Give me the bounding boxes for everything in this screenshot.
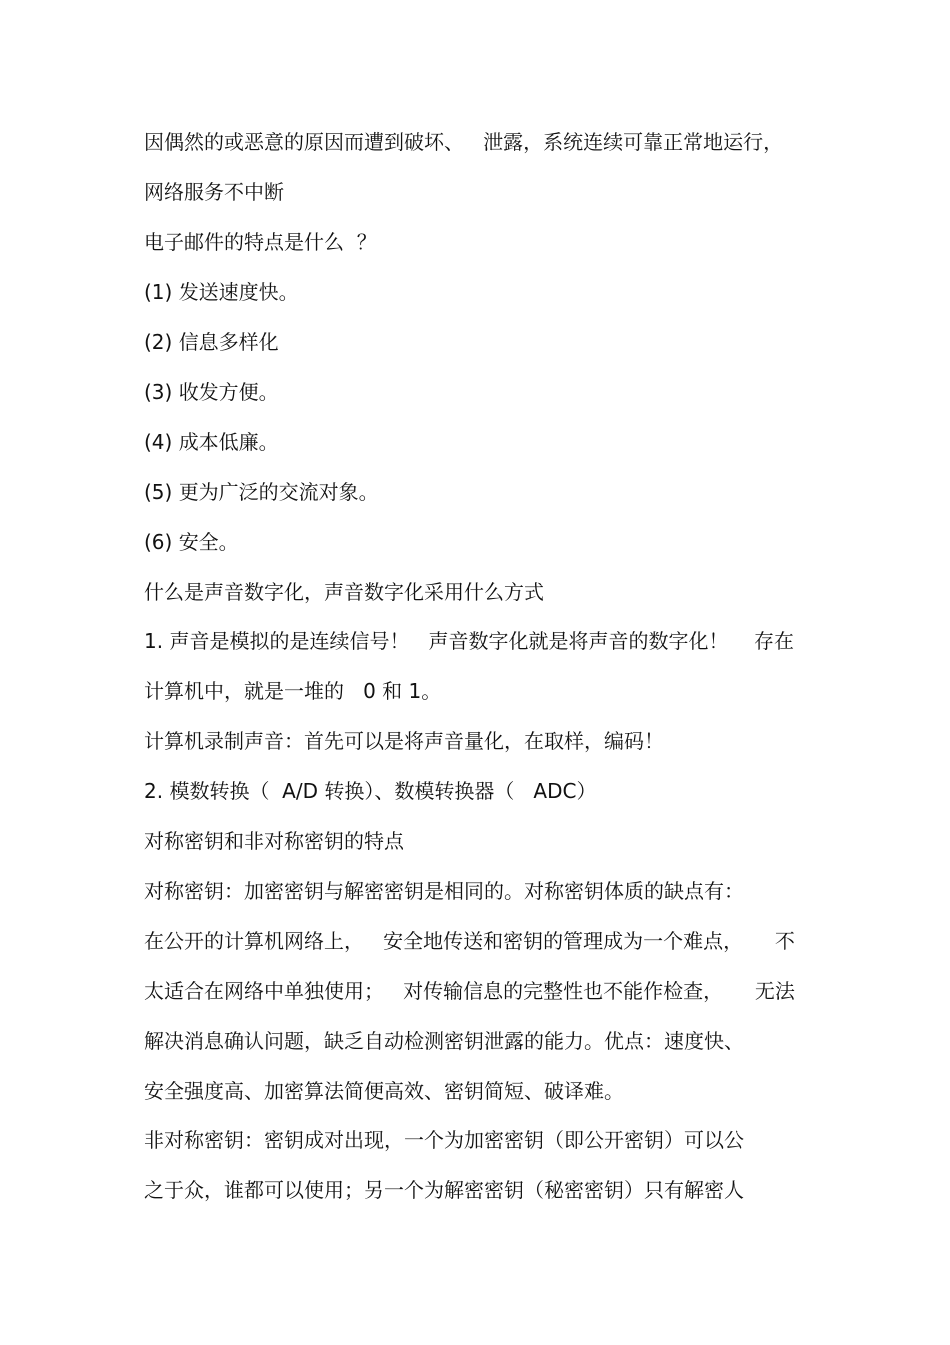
text-line: 解决消息确认问题，缺乏自动检测密钥泄露的能力。优点：速度快、 [144,1029,744,1053]
text-line: 因偶然的或恶意的原因而遭到破坏、 泄露，系统连续可靠正常地运行， [144,130,784,154]
list-item: (6) 安全。 [144,530,239,554]
text-line: 之于众，谁都可以使用；另一个为解密密钥（秘密密钥）只有解密人 [144,1178,744,1202]
text-line: 1. 声音是模拟的是连续信号！ 声音数字化就是将声音的数字化！ 存在 [144,629,794,653]
list-item: (5) 更为广泛的交流对象。 [144,480,379,504]
list-item: (4) 成本低廉。 [144,430,279,454]
text-line: 安全强度高、加密算法简便高效、密钥简短、破译难。 [144,1079,624,1103]
text-line: 在公开的计算机网络上， 安全地传送和密钥的管理成为一个难点， 不 [144,929,795,953]
list-item: (3) 收发方便。 [144,380,279,404]
section-heading: 电子邮件的特点是什么 ？ [144,230,377,254]
text-line: 2. 模数转换（ A/D 转换）、数模转换器（ ADC） [144,779,597,803]
text-line: 对称密钥：加密密钥与解密密钥是相同的。对称密钥体质的缺点有： [144,879,744,903]
text-line: 网络服务不中断 [144,180,284,204]
text-line: 计算机录制声音：首先可以是将声音量化，在取样，编码！ [144,729,664,753]
section-heading: 什么是声音数字化，声音数字化采用什么方式 [144,580,544,604]
text-line: 计算机中，就是一堆的 0 和 1。 [144,679,442,703]
text-line: 非对称密钥：密钥成对出现，一个为加密密钥（即公开密钥）可以公 [144,1128,744,1152]
list-item: (1) 发送速度快。 [144,280,299,304]
section-heading: 对称密钥和非对称密钥的特点 [144,829,404,853]
text-line: 太适合在网络中单独使用； 对传输信息的完整性也不能作检查， 无法 [144,979,795,1003]
list-item: (2) 信息多样化 [144,330,279,354]
